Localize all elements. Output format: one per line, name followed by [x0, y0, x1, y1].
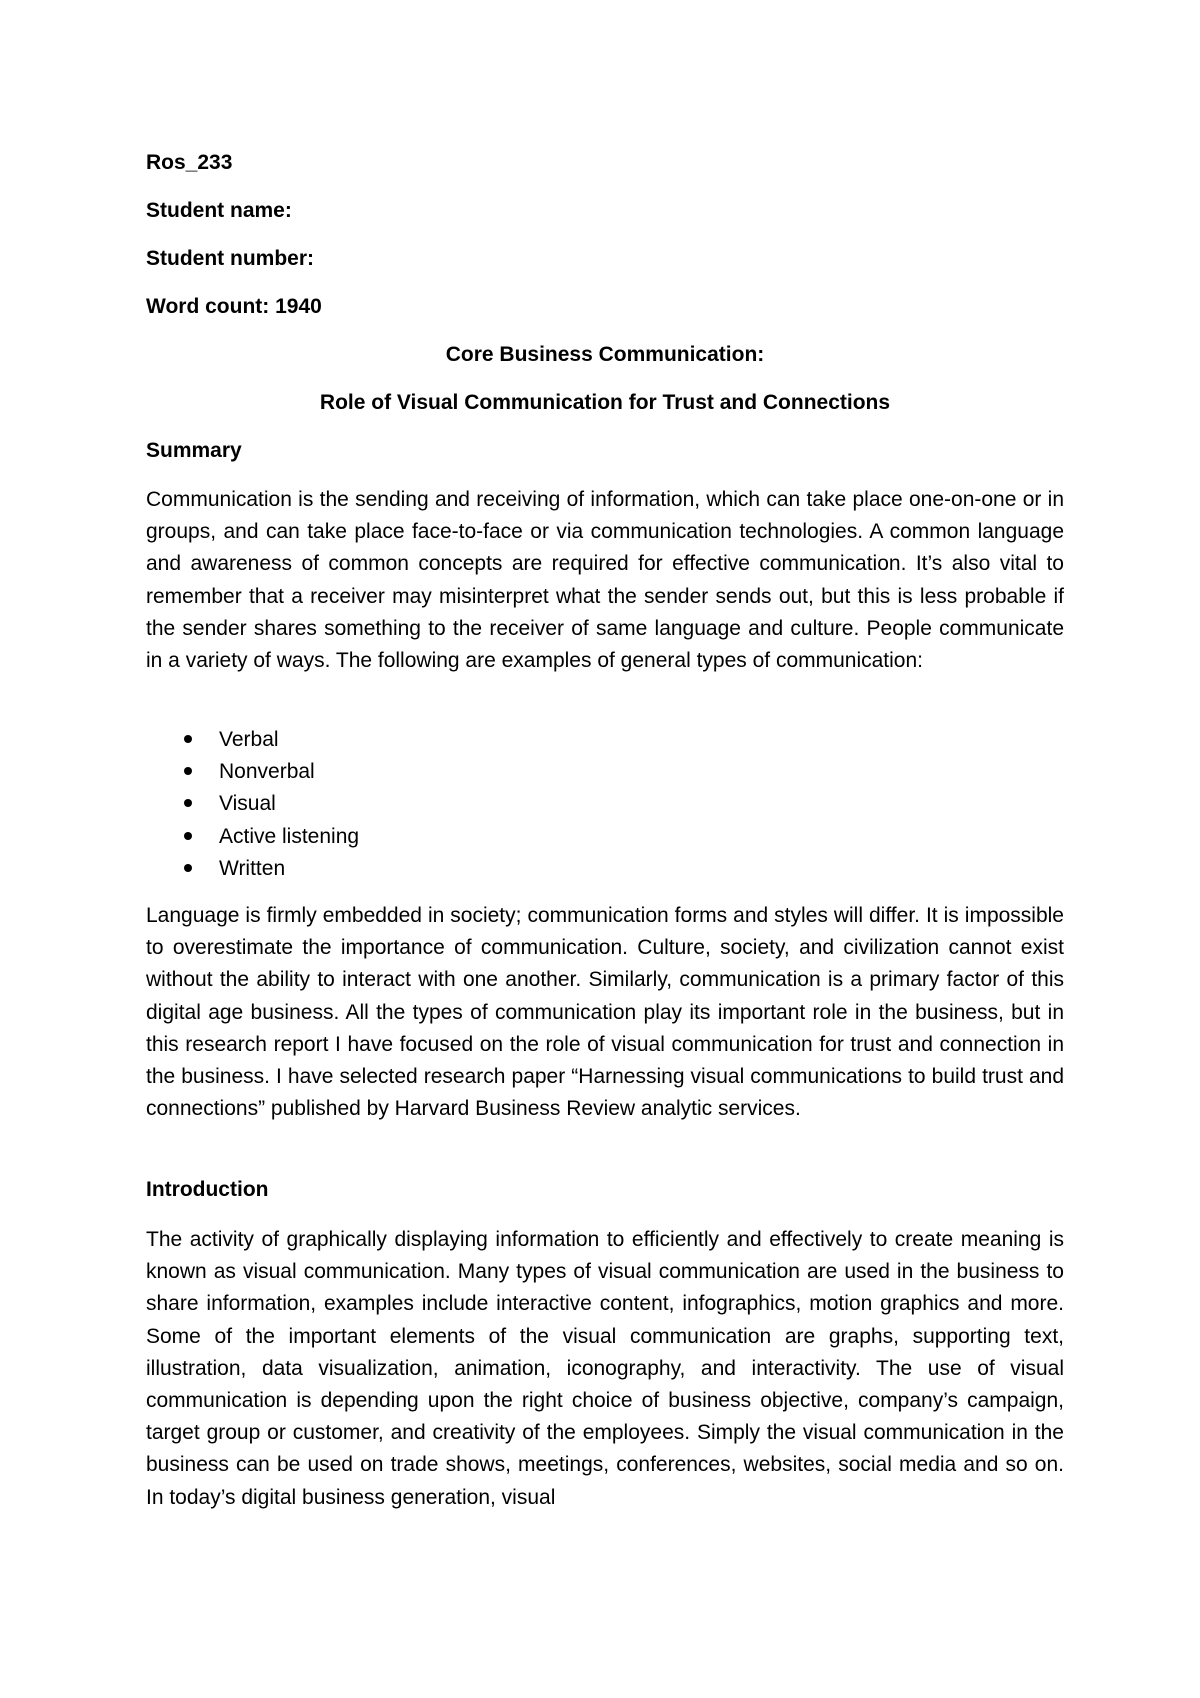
document-id: Ros_233: [146, 151, 233, 174]
bullet-icon: [184, 799, 192, 807]
introduction-paragraph-1: The activity of graphically displaying information to efficiently and effectively to create meaning is known as visual communication. Many types of visual communication are used in the business to share information, examples include interactive content, infographics, motion graphics and more. Some of the important elements of the visual communication are graphs, supporting text, illustration, data visualization, animation, iconography, and interactivity. The use of visual communication is depending upon the right choice of business objective, company’s campaign, target group or customer, and creativity of the employees. Simply the visual communication in the business can be used on trade shows, meetings, conferences, websites, social media and so on. In today’s digital business generation, visual: [146, 1228, 1064, 1509]
list-item: Active listening: [146, 821, 646, 853]
summary-paragraph-1: Communication is the sending and receiving of information, which can take place one-on-one or in groups, and can take place face-to-face or via communication technologies. A common language and awareness of common concepts are required for effective communication. It’s also vital to remember that a receiver may misinterpret what the sender sends out, but this is less probable if the sender shares something to the receiver of same language and culture. People communicate in a variety of ways. The following are examples of general types of communication:: [146, 488, 1064, 673]
summary-heading: Summary: [146, 439, 242, 462]
word-count: Word count: 1940: [146, 295, 322, 318]
course-title: Core Business Communication:: [445, 343, 765, 366]
paper-title: Role of Visual Communication for Trust and Connections: [319, 391, 891, 414]
list-item: Nonverbal: [146, 756, 646, 788]
communication-types-list: [146, 724, 646, 885]
bullet-icon: [184, 864, 192, 872]
summary-paragraph-2: Language is firmly embedded in society; communication forms and styles will differ. It is impossible to overestimate the importance of communication. Culture, society, and civilization cannot exist without the ability to interact with one another. Similarly, communication is a primary factor of this digital age business. All the types of communication play its important role in the business, but in this research report I have focused on the role of visual communication for trust and connection in the business. I have selected research paper “Harnessing visual communications to build trust and connections” published by Harvard Business Review analytic services.: [146, 904, 1064, 1121]
list-item: Visual: [146, 788, 646, 820]
bullet-icon: [184, 832, 192, 840]
introduction-heading: Introduction: [146, 1178, 269, 1201]
document-page: [146, 0, 1064, 1698]
student-name-label: Student name:: [146, 199, 292, 222]
bullet-icon: [184, 735, 192, 743]
list-item: Written: [146, 853, 646, 885]
bullet-icon: [184, 767, 192, 775]
student-number-label: Student number:: [146, 247, 314, 270]
list-item: Verbal: [146, 724, 646, 756]
